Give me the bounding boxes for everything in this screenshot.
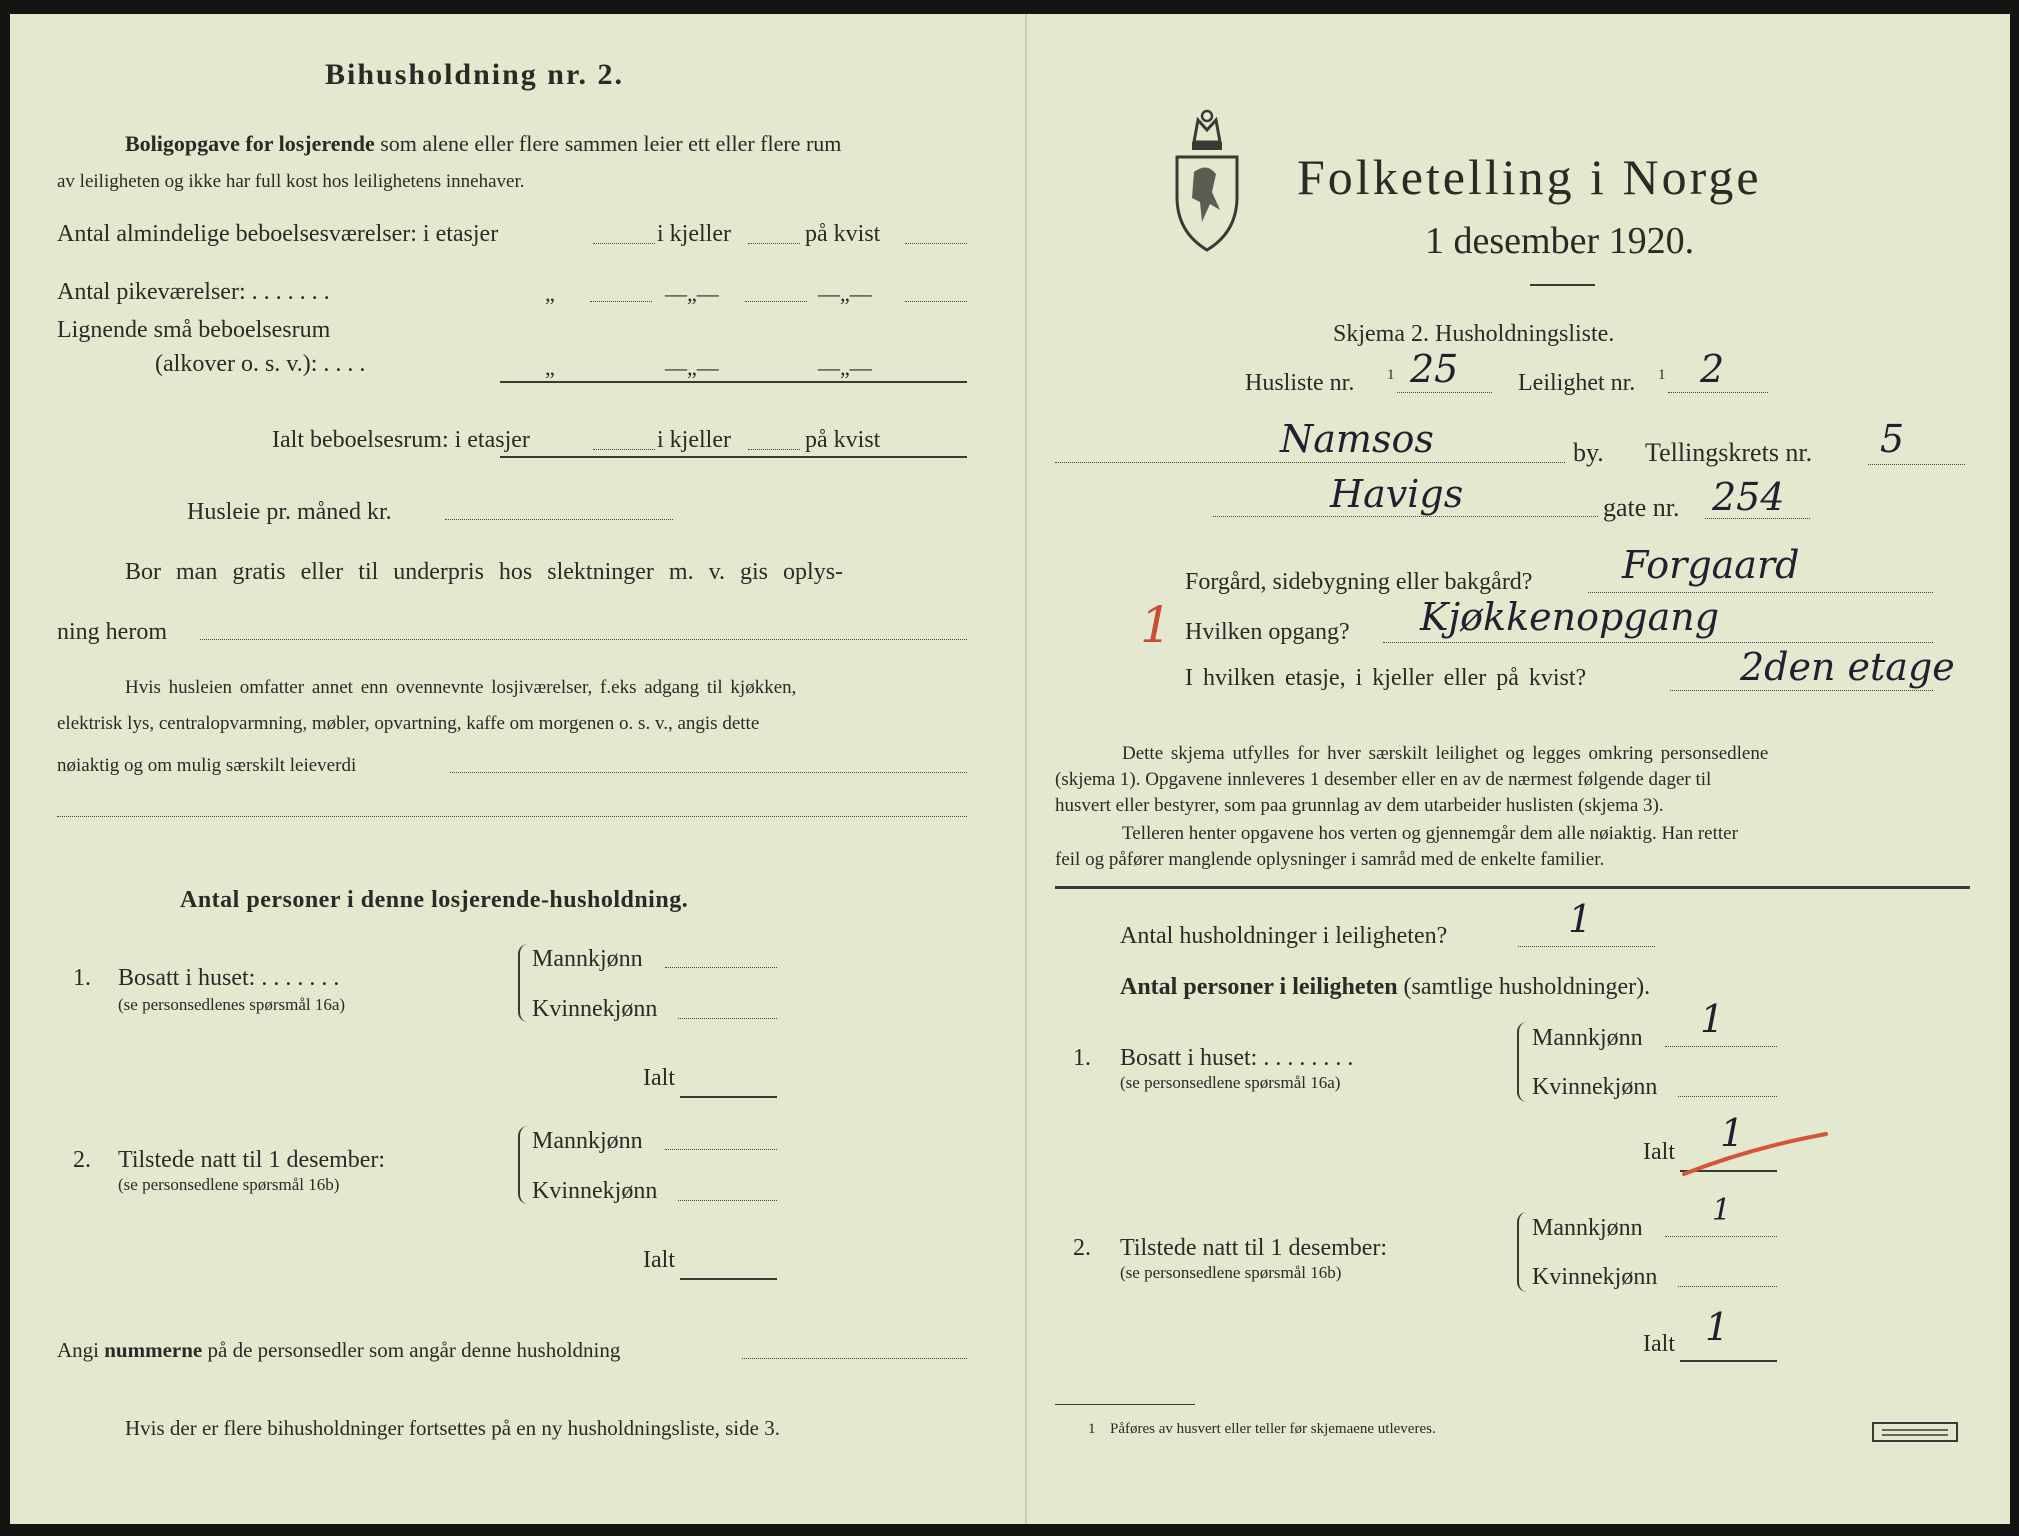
apartment-label: Leilighet nr.	[1518, 370, 1636, 396]
households-field[interactable]	[1518, 946, 1655, 947]
building-value: Forgaard	[1622, 543, 1800, 587]
note-field-2[interactable]	[57, 816, 967, 817]
street-value: Havigs	[1330, 472, 1464, 516]
schema-label: Skjema 2. Husholdningsliste.	[1333, 321, 1615, 347]
title-rule	[1530, 284, 1595, 286]
numbers-label-b: nummerne	[104, 1338, 203, 1362]
left-q2-brace	[518, 1126, 532, 1204]
intro-line-2: av leiligheten og ikke har full kost hos leilighetens innehaver.	[57, 171, 525, 192]
footnote-number: 1	[1088, 1421, 1096, 1437]
total-cellar-label: i kjeller	[657, 427, 731, 453]
building-field[interactable]	[1588, 592, 1933, 593]
total-rule	[500, 456, 967, 458]
district-value: 5	[1880, 417, 1905, 461]
ditto-mark: „	[545, 355, 555, 380]
free-field[interactable]	[200, 639, 967, 640]
building-label: Forgård, sidebygning eller bakgård?	[1185, 569, 1533, 595]
house-list-field[interactable]	[1397, 392, 1492, 393]
street-no-value: 254	[1712, 475, 1785, 519]
right-q1-total-label: Ialt	[1643, 1139, 1675, 1165]
right-q1-male-field[interactable]	[1665, 1046, 1777, 1047]
right-q1-brace	[1517, 1022, 1531, 1102]
total-etasjer-field[interactable]	[593, 449, 655, 450]
right-persons-heading	[1120, 975, 1650, 999]
ditto-mark: „	[545, 281, 555, 306]
ditto-dash: —„—	[665, 281, 719, 306]
small-rooms-rule	[500, 381, 967, 383]
city-value: Namsos	[1280, 417, 1434, 461]
footnote-divider	[1055, 1404, 1195, 1405]
street-field[interactable]	[1213, 516, 1598, 517]
entrance-value: Kjøkkenopgang	[1420, 595, 1720, 639]
right-q2-male-value: 1	[1712, 1193, 1732, 1228]
left-q2-total-field[interactable]	[680, 1278, 777, 1280]
floor-label: I hvilken etasje, i kjeller eller på kvist?	[1185, 665, 1587, 691]
note-field[interactable]	[450, 772, 967, 773]
intro-rest: som alene eller flere sammen leier ett eller flere rum	[380, 131, 842, 156]
floor-field[interactable]	[1670, 690, 1933, 691]
numbers-label-a: Angi	[57, 1338, 99, 1362]
city-field[interactable]	[1055, 462, 1565, 463]
house-list-label: Husliste nr.	[1245, 370, 1355, 396]
left-q1-sub: (se personsedlenes spørsmål 16a)	[118, 995, 346, 1014]
page-fold	[1025, 14, 1027, 1524]
households-value: 1	[1568, 897, 1593, 941]
instruction-line-4: Telleren henter opgavene hos verten og gjennemgår dem alle nøiaktig. Han retter	[1122, 823, 1738, 844]
instruction-line-3: husvert eller bestyrer, som paa grunnlag av dem utarbeider huslisten (skjema 3).	[1055, 795, 1664, 816]
left-q2-total-label: Ialt	[643, 1247, 675, 1273]
free-label-1: Bor man gratis eller til underpris hos slektninger m. v. gis oplys-	[125, 559, 844, 585]
left-q1-total-label: Ialt	[643, 1065, 675, 1091]
district-field[interactable]	[1868, 464, 1965, 465]
small-rooms-label-1: Lignende små beboelsesrum	[57, 317, 331, 343]
left-q1-label: Bosatt i huset: . . . . . . .	[118, 965, 340, 991]
instruction-line-5: feil og påfører manglende oplysninger i samråd med de enkelte familier.	[1055, 849, 1605, 870]
printer-stamp-icon	[1872, 1422, 1958, 1442]
ditto-dash: —„—	[818, 355, 872, 380]
ditto-dash: —„—	[665, 355, 719, 380]
district-label: Tellingskrets nr.	[1645, 438, 1813, 467]
right-q2-female-label: Kvinnekjønn	[1532, 1264, 1658, 1290]
right-q1-male-value: 1	[1700, 997, 1725, 1041]
house-list-value: 25	[1410, 347, 1459, 391]
margin-mark: 1	[1140, 596, 1172, 654]
right-q1-total-value: 1	[1720, 1111, 1745, 1155]
numbers-label	[57, 1340, 620, 1361]
left-q1-male-label: Mannkjønn	[532, 946, 643, 972]
households-label: Antal husholdninger i leiligheten?	[1120, 923, 1448, 949]
entrance-field[interactable]	[1383, 642, 1933, 643]
apartment-field[interactable]	[1668, 392, 1768, 393]
footnote-mark: 1	[1658, 367, 1666, 383]
left-q1-female-field[interactable]	[678, 1018, 777, 1019]
right-q1-female-field[interactable]	[1678, 1096, 1777, 1097]
maid-attic-field[interactable]	[905, 301, 967, 302]
form-title: Folketelling i Norge	[1297, 149, 1762, 205]
form-date: 1 desember 1920.	[1425, 220, 1695, 262]
right-q1-male-label: Mannkjønn	[1532, 1025, 1643, 1051]
left-q2-female-label: Kvinnekjønn	[532, 1178, 658, 1204]
floor-value: 2den etage	[1740, 645, 1955, 689]
right-q2-brace	[1517, 1212, 1531, 1292]
footnote-mark: 1	[1387, 367, 1395, 383]
rooms-etasjer-field[interactable]	[593, 243, 655, 244]
left-q2-sub: (se personsedlene spørsmål 16b)	[118, 1175, 340, 1194]
city-label: by.	[1573, 438, 1604, 467]
rooms-attic-label: på kvist	[805, 221, 881, 247]
red-correction-stroke-icon	[1680, 1128, 1830, 1178]
small-rooms-label-2: (alkover o. s. v.): . . . .	[155, 351, 366, 377]
left-q1-number: 1.	[73, 965, 91, 991]
right-q1-female-label: Kvinnekjønn	[1532, 1074, 1658, 1100]
left-q2-label: Tilstede natt til 1 desember:	[118, 1147, 386, 1173]
right-q2-male-field[interactable]	[1665, 1236, 1777, 1237]
instruction-line-2: (skjema 1). Opgavene innleveres 1 desember eller en av de nærmest følgende dager til	[1055, 769, 1712, 790]
right-q2-total-value: 1	[1705, 1305, 1730, 1349]
right-q1-number: 1.	[1073, 1045, 1091, 1071]
right-q2-female-field[interactable]	[1678, 1286, 1777, 1287]
left-q1-total-field[interactable]	[680, 1096, 777, 1098]
right-q1-label: Bosatt i huset: . . . . . . . .	[1120, 1045, 1354, 1071]
rooms-attic-field[interactable]	[905, 243, 967, 244]
intro-bold: Boligopgave for losjerende	[125, 131, 375, 156]
note-line-2: elektrisk lys, centralopvarmning, møbler, opvartning, kaffe om morgenen o. s. v., angis dette	[57, 713, 760, 734]
left-q1-brace	[518, 944, 532, 1022]
note-line-1: Hvis husleien omfatter annet enn ovennevnte losjiværelser, f.eks adgang til kjøkken,	[125, 677, 797, 698]
free-label-2: ning herom	[57, 619, 167, 645]
right-q2-sub: (se personsedlene spørsmål 16b)	[1120, 1263, 1342, 1282]
right-q2-number: 2.	[1073, 1235, 1091, 1261]
ditto-dash: —„—	[818, 281, 872, 306]
rent-field[interactable]	[445, 519, 673, 520]
instruction-line-1: Dette skjema utfylles for hver særskilt leilighet og legges omkring personsedlene	[1122, 743, 1769, 764]
rent-label: Husleie pr. måned kr.	[187, 499, 392, 525]
rooms-cellar-label: i kjeller	[657, 221, 731, 247]
street-label: gate nr.	[1603, 493, 1680, 522]
rooms-cellar-field[interactable]	[748, 243, 800, 244]
left-persons-heading: Antal personer i denne losjerende-husholdning.	[180, 887, 689, 913]
maid-cellar-field[interactable]	[745, 301, 807, 302]
total-cellar-field[interactable]	[748, 449, 800, 450]
right-q1-sub: (se personsedlene spørsmål 16a)	[1120, 1073, 1341, 1092]
left-q2-male-field[interactable]	[665, 1149, 777, 1150]
rooms-label: Antal almindelige beboelsesværelser: i etasjer	[57, 221, 499, 247]
numbers-field[interactable]	[742, 1358, 967, 1359]
left-q2-female-field[interactable]	[678, 1200, 777, 1201]
right-q2-label: Tilstede natt til 1 desember:	[1120, 1235, 1388, 1261]
left-heading: Bihusholdning nr. 2.	[325, 58, 625, 91]
intro-line-1	[125, 133, 841, 155]
section-divider	[1055, 886, 1970, 889]
maid-rooms-label: Antal pikeværelser: . . . . . . .	[57, 279, 330, 305]
total-attic-label: på kvist	[805, 427, 881, 453]
right-persons-heading-rest: (samtlige husholdninger).	[1403, 974, 1651, 1000]
footnote-text: Påføres av husvert eller teller før skjemaene utleveres.	[1110, 1421, 1436, 1437]
left-q2-number: 2.	[73, 1147, 91, 1173]
right-q2-total-field[interactable]	[1680, 1360, 1777, 1362]
apartment-value: 2	[1700, 347, 1725, 391]
continue-note: Hvis der er flere bihusholdninger fortsettes på en ny husholdningsliste, side 3.	[125, 1416, 780, 1440]
right-q2-total-label: Ialt	[1643, 1331, 1675, 1357]
note-line-3: nøiaktig og om mulig særskilt leieverdi	[57, 755, 357, 776]
norwegian-coat-of-arms-icon	[1172, 102, 1242, 252]
left-q2-male-label: Mannkjønn	[532, 1128, 643, 1154]
numbers-label-c: på de personsedler som angår denne husholdning	[207, 1338, 621, 1362]
left-q1-male-field[interactable]	[665, 967, 777, 968]
maid-etasjer-field[interactable]	[590, 301, 652, 302]
total-rooms-label: Ialt beboelsesrum: i etasjer	[272, 427, 530, 453]
left-q1-female-label: Kvinnekjønn	[532, 996, 658, 1022]
right-persons-heading-bold: Antal personer i leiligheten	[1120, 974, 1398, 1000]
right-q2-male-label: Mannkjønn	[1532, 1215, 1643, 1241]
entrance-label: Hvilken opgang?	[1185, 619, 1350, 645]
